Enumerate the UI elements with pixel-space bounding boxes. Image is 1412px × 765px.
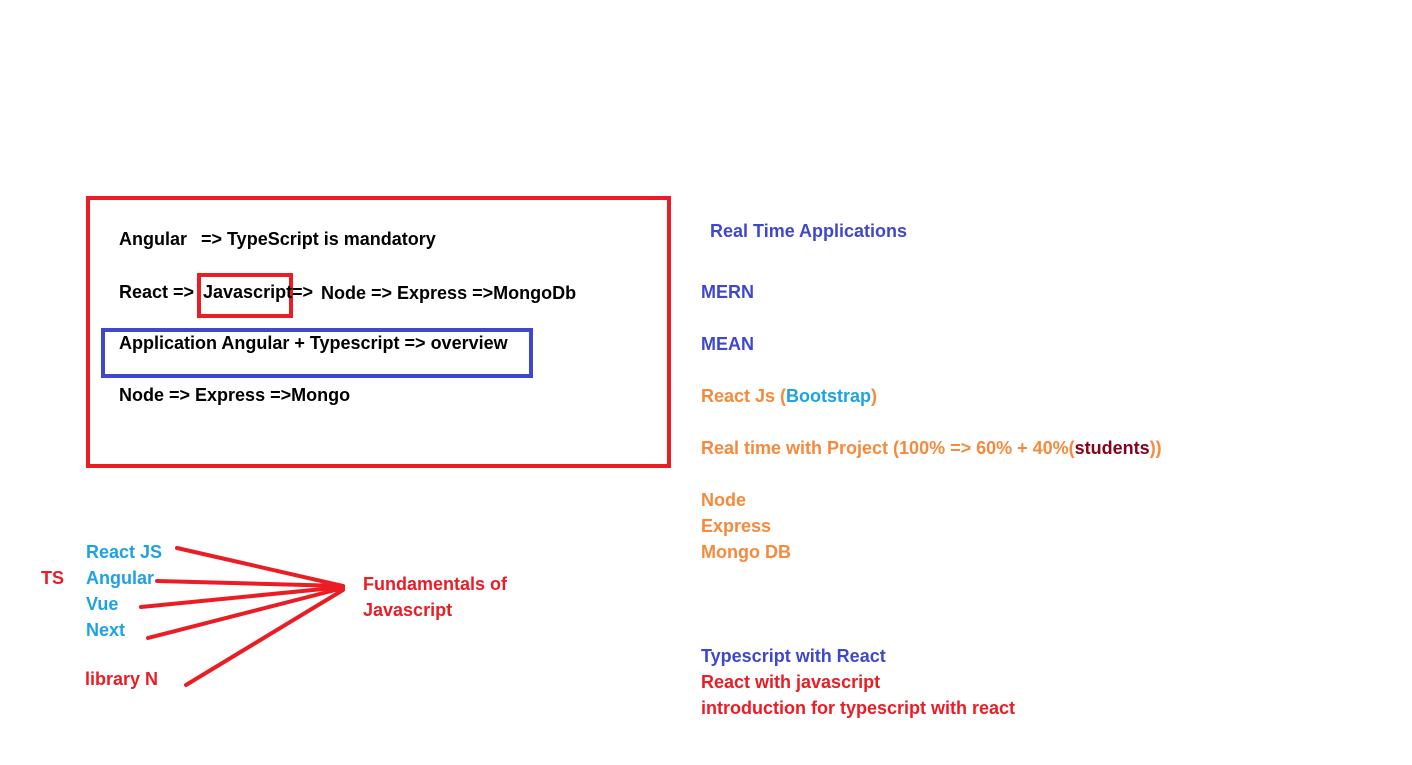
- mern-label: MERN: [701, 282, 754, 302]
- framework-next: Next: [86, 620, 126, 640]
- students-text: students: [1074, 438, 1150, 458]
- real-time-heading: Real Time Applications: [710, 221, 908, 241]
- stack-express: Express: [701, 516, 772, 536]
- project-close: )): [1149, 438, 1162, 458]
- mean-label: MEAN: [701, 334, 754, 354]
- application-line: Application Angular + Typescript => overview: [119, 333, 508, 353]
- react-js-close: ): [871, 386, 878, 406]
- project-text: Real time with Project (100% => 60% + 40%(: [701, 438, 1075, 458]
- framework-vue: Vue: [86, 594, 119, 614]
- ts-label: TS: [41, 568, 65, 588]
- framework-angular: Angular: [86, 568, 155, 588]
- typescript-with-react: Typescript with React: [701, 646, 886, 666]
- react-js-line: [701, 385, 877, 407]
- connector-library: [186, 590, 343, 685]
- fundamentals-label-line2: Javascript: [363, 600, 453, 620]
- react-line-arrow: =>: [292, 282, 314, 302]
- javascript-highlight-text: Javascript: [203, 282, 293, 302]
- fundamentals-label-line1: Fundamentals of: [363, 574, 508, 594]
- angular-line-text: => TypeScript is mandatory: [201, 229, 436, 249]
- react-line-label: React =>: [119, 282, 195, 302]
- connector-angular: [157, 581, 343, 586]
- stack-node: Node: [701, 490, 746, 510]
- project-line: [701, 437, 1162, 459]
- react-line-stack: Node => Express =>MongoDb: [321, 283, 577, 303]
- introduction-typescript-react: introduction for typescript with react: [701, 698, 1016, 718]
- bootstrap-text: Bootstrap: [786, 386, 872, 406]
- framework-library-n: library N: [85, 669, 159, 689]
- stack-mongo-db: Mongo DB: [701, 542, 791, 562]
- react-with-javascript: React with javascript: [701, 672, 881, 692]
- react-js-text: React Js (: [701, 386, 787, 406]
- node-line: Node => Express =>Mongo: [119, 385, 351, 405]
- angular-line-label: Angular: [119, 229, 188, 249]
- framework-react-js: React JS: [86, 542, 163, 562]
